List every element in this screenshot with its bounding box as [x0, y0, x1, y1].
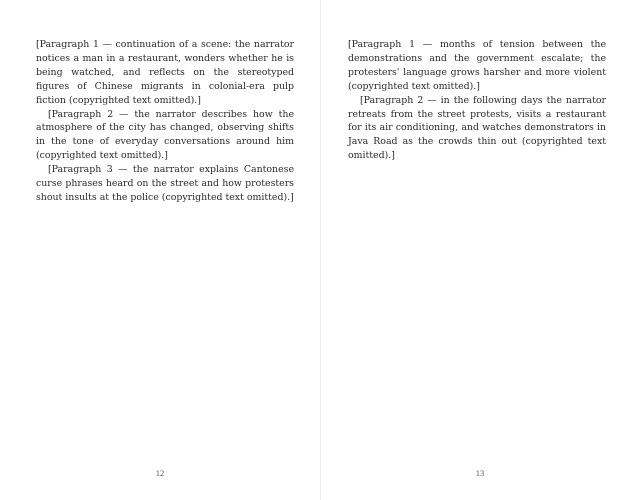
paragraph: [Paragraph 2 — in the following days the narrator retreats from the street protests, visits a restaurant for its air conditioning, and watches demonstrators in Java Road as the crowds thin out (copyrighted text omitted).]: [348, 94, 606, 162]
left-page-text: [36, 38, 294, 205]
page-number-left: 12: [155, 468, 165, 478]
paragraph: [Paragraph 3 — the narrator explains Cantonese curse phrases heard on the street and how protesters shout insults at the police (copyrighted text omitted).]: [36, 164, 294, 203]
right-page: [320, 0, 640, 500]
left-page: [0, 0, 320, 500]
paragraph: [Paragraph 2 — the narrator describes how the atmosphere of the city has changed, observing shifts in the tone of everyday conversations around him (copyrighted text omitted).]: [36, 108, 294, 162]
page-number-right: 13: [475, 468, 485, 478]
paragraph: [Paragraph 1 — months of tension between the demonstrations and the government escalate; the protesters' language grows harsher and more violent (copyrighted text omitted).]: [348, 39, 606, 92]
right-page-text: [348, 38, 606, 163]
paragraph: [Paragraph 1 — continuation of a scene: the narrator notices a man in a restaurant, wonders whether he is being watched, and reflects on the stereotyped figures of Chinese migrants in colonial-era pulp fiction (copyrighted text omitted).]: [36, 39, 294, 106]
